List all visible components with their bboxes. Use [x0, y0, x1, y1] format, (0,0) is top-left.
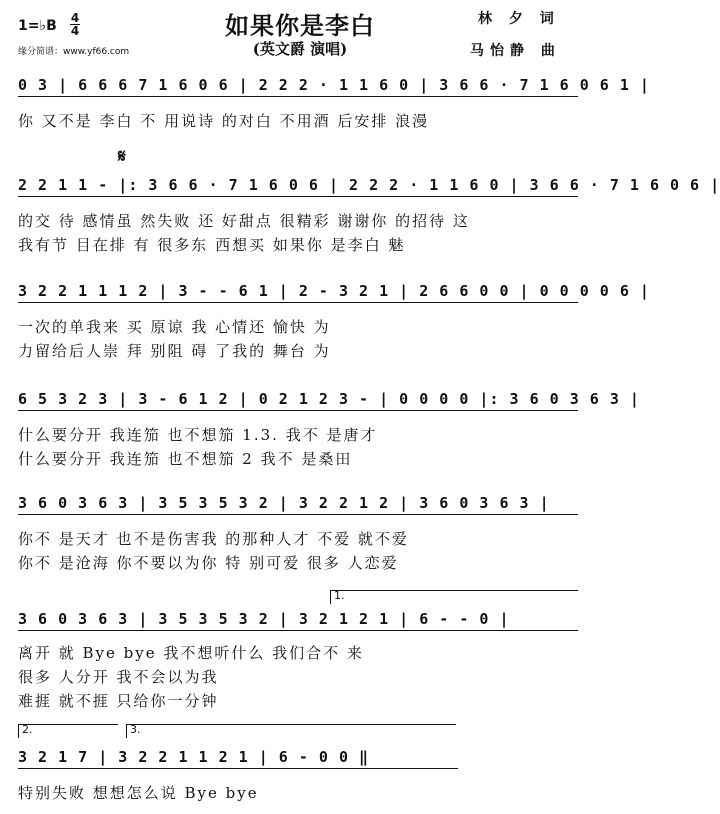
lyric-line: 我有节 目在排 有 很多东 西想买 如果你 是李白 魅 — [18, 236, 406, 254]
segno-sign: 𝄋 — [118, 146, 126, 167]
lyric-line: 很多 人分开 我不会以为我 — [18, 668, 219, 686]
lyric-line: 你不 是沧海 你不要以为你 特 别可爱 很多 人恋爱 — [18, 554, 399, 572]
lyric-line: 你 又不是 李白 不 用说诗 的对白 不用酒 后安排 浪漫 — [18, 112, 430, 130]
lyric-line: 你不 是天才 也不是伤害我 的那种人才 不爱 就不爱 — [18, 530, 409, 548]
volta-3: 3. — [130, 723, 141, 736]
lyric-line: 力留给后人崇 拜 别阻 碍 了我的 舞台 为 — [18, 342, 331, 360]
lyric-line: 什么要分开 我连笳 也不想笳 1.3. 我不 是唐才 — [18, 426, 378, 444]
lyric-line: 特别失败 想想怎么说 Bye bye — [18, 784, 259, 802]
singer-credit: (英文爵 演唱) — [252, 40, 348, 58]
notation-row: 3 6 0 3 6 3 | 3 5 3 5 3 2 | 3 2 2 1 2 | 3 6 0 3 6 3 | — [18, 494, 550, 512]
volta-2: 2. — [22, 723, 33, 736]
song-title: 如果你是李白 — [225, 11, 375, 40]
notation-row: 3 2 2 1 1 1 2 | 3 - - 6 1 | 2 - 3 2 1 | 2 6 6 0 0 | 0 0 0 0 6 | — [18, 282, 650, 300]
notation-row: 6 5 3 2 3 | 3 - 6 1 2 | 0 2 1 2 3 - | 0 0 0 0 |: 3 6 0 3 6 3 | — [18, 390, 640, 408]
composer-credit: 马怡静 曲 — [470, 43, 561, 59]
lyric-line: 离开 就 Bye bye 我不想听什么 我们合不 来 — [18, 644, 364, 662]
lyric-line: 什么要分开 我连笳 也不想笳 2 我不 是桑田 — [18, 450, 353, 468]
meter-top: 4 — [70, 11, 80, 25]
lyric-line: 难捱 就不捱 只给你一分钟 — [18, 692, 219, 710]
volta-1: 1. — [334, 589, 345, 602]
notation-row: 3 2 1 7 | 3 2 2 1 1 2 1 | 6 - 0 0 ‖ — [18, 748, 370, 766]
lyric-line: 一次的单我来 买 原谅 我 心情还 愉快 为 — [18, 318, 331, 336]
lyric-line: 的交 待 感情虽 然失败 还 好甜点 很精彩 谢谢你 的招待 这 — [18, 212, 470, 230]
lyricist-credit: 林 夕 词 — [478, 11, 560, 27]
notation-row: 3 6 0 3 6 3 | 3 5 3 5 3 2 | 3 2 1 2 1 | 6 - - 0 | — [18, 610, 510, 628]
meter-bottom: 4 — [70, 24, 80, 38]
time-signature — [70, 12, 80, 37]
key-signature: 1=♭B — [18, 18, 57, 34]
source-site: 缘分简谱：www.yf66.com — [18, 47, 130, 57]
notation-row: 2 2 1 1 - |: 3 6 6 · 7 1 6 0 6 | 2 2 2 · 1 1 6 0 | 3 6 6 · 7 1 6 0 6 | — [18, 176, 720, 194]
notation-row: 0 3 | 6 6 6 7 1 6 0 6 | 2 2 2 · 1 1 6 0 | 3 6 6 · 7 1 6 0 6 1 | — [18, 76, 650, 94]
